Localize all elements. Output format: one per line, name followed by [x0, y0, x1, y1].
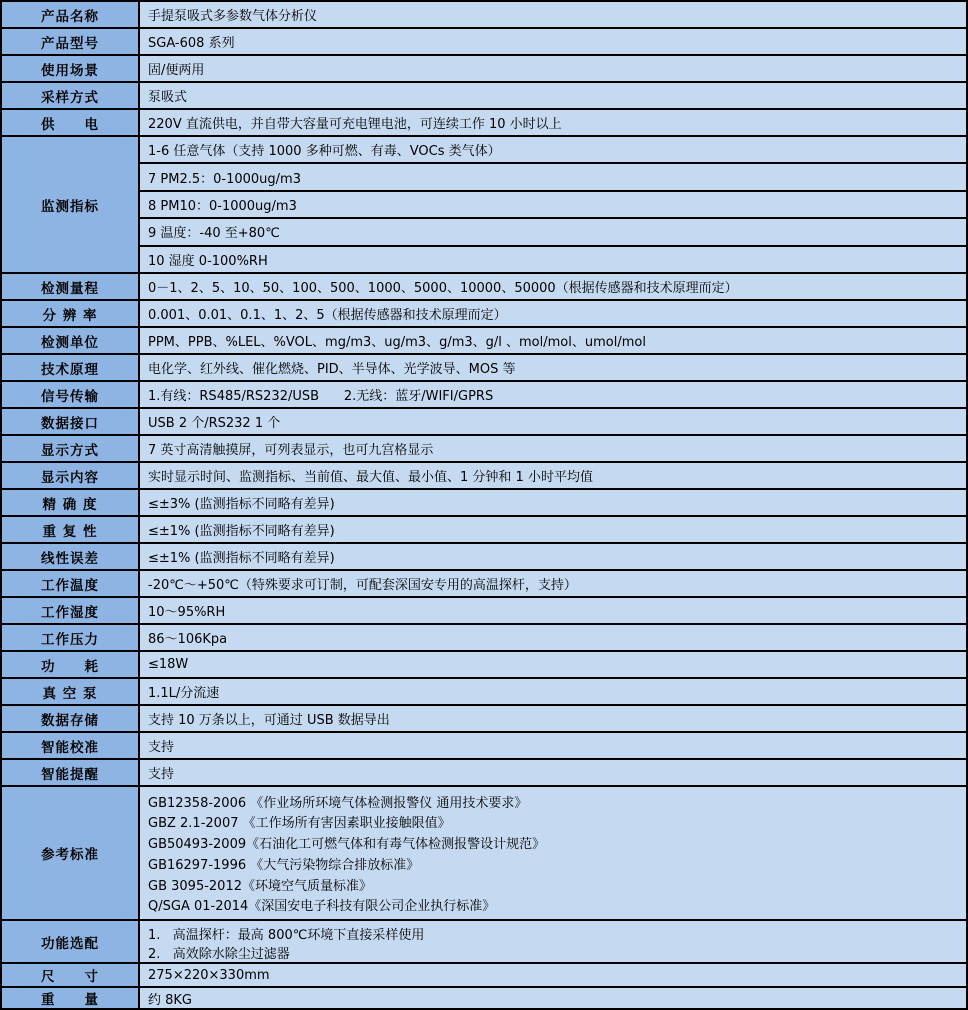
spec-value-data-interface: USB 2 个/RS232 1 个 [140, 409, 966, 434]
spec-row-weight [2, 988, 966, 1008]
spec-label-smart-calibration: 智能校准 [2, 733, 140, 758]
spec-row-signal-transmission [2, 382, 966, 409]
reference-standard-item: GB12358-2006 《作业场所环境气体检测报警仪 通用技术要求》 [148, 795, 528, 811]
spec-label-optional-features: 功能选配 [2, 921, 140, 962]
spec-label-model: 产品型号 [2, 29, 140, 54]
spec-row-usage-scene [2, 56, 966, 83]
spec-label-detection-range: 检测量程 [2, 274, 140, 299]
spec-value-display-content: 实时显示时间、监测指标、当前值、最大值、最小值、1 分钟和 1 小时平均值 [140, 463, 966, 488]
spec-value-dimensions: 275×220×330mm [140, 964, 966, 986]
spec-label-accuracy: 精 确 度 [2, 490, 140, 515]
optional-feature-item: 1. 高温探杆：最高 800℃环境下直接采样使用 [148, 928, 425, 943]
monitoring-indicator-item: 8 PM10：0-1000ug/m3 [140, 192, 966, 219]
spec-label-data-interface: 数据接口 [2, 409, 140, 434]
spec-value-accuracy: ≤±3% (监测指标不同略有差异) [140, 490, 966, 515]
spec-row-vacuum-pump [2, 679, 966, 706]
spec-row-display-content [2, 463, 966, 490]
spec-label-detection-unit: 检测单位 [2, 328, 140, 353]
spec-row-sampling-method [2, 83, 966, 110]
spec-row-monitoring-indicators [2, 137, 966, 274]
spec-row-repeatability [2, 517, 966, 544]
spec-row-data-interface [2, 409, 966, 436]
spec-value-display-mode: 7 英寸高清触摸屏，可列表显示，也可九宫格显示 [140, 436, 966, 461]
spec-label-resolution: 分 辨 率 [2, 301, 140, 326]
spec-row-reference-standards [2, 787, 966, 921]
spec-row-resolution [2, 301, 966, 328]
spec-label-power-consumption: 功 耗 [2, 652, 140, 677]
spec-label-signal-transmission: 信号传输 [2, 382, 140, 407]
spec-label-data-storage: 数据存储 [2, 706, 140, 731]
spec-value-detection-range: 0－1、2、5、10、50、100、500、1000、5000、10000、50000（根据传感器和技术原理而定） [140, 274, 966, 299]
spec-row-display-mode [2, 436, 966, 463]
spec-label-weight: 重 量 [2, 988, 140, 1008]
spec-value-detection-unit: PPM、PPB、%LEL、%VOL、mg/m3、ug/m3、g/m3、g/l 、mol/mol、umol/mol [140, 328, 966, 353]
spec-row-smart-reminder [2, 760, 966, 787]
monitoring-indicator-item: 9 温度：-40 至+80℃ [140, 219, 966, 246]
monitoring-indicator-item: 7 PM2.5：0-1000ug/m3 [140, 164, 966, 191]
spec-value-weight: 约 8KG [140, 988, 966, 1008]
spec-row-linearity-error [2, 544, 966, 571]
spec-label-product-name: 产品名称 [2, 2, 140, 27]
spec-value-technical-principle: 电化学、红外线、催化燃烧、PID、半导体、光学波导、MOS 等 [140, 355, 966, 380]
spec-label-linearity-error: 线性误差 [2, 544, 140, 569]
spec-row-accuracy [2, 490, 966, 517]
spec-row-product-name [2, 2, 966, 29]
spec-value-smart-calibration: 支持 [140, 733, 966, 758]
optional-features-list [140, 921, 966, 962]
spec-label-display-content: 显示内容 [2, 463, 140, 488]
spec-label-power-supply: 供 电 [2, 110, 140, 135]
spec-label-reference-standards: 参考标准 [2, 787, 140, 919]
spec-row-smart-calibration [2, 733, 966, 760]
spec-row-data-storage [2, 706, 966, 733]
spec-value-model: SGA-608 系列 [140, 29, 966, 54]
spec-label-working-pressure: 工作压力 [2, 625, 140, 650]
spec-row-working-pressure [2, 625, 966, 652]
spec-label-technical-principle: 技术原理 [2, 355, 140, 380]
spec-value-power-supply: 220V 直流供电，并自带大容量可充电锂电池，可连续工作 10 小时以上 [140, 110, 966, 135]
spec-label-working-temperature: 工作温度 [2, 571, 140, 596]
spec-label-vacuum-pump: 真 空 泵 [2, 679, 140, 704]
spec-value-usage-scene: 固/便两用 [140, 56, 966, 81]
spec-row-detection-range [2, 274, 966, 301]
monitoring-indicator-item: 10 湿度 0-100%RH [148, 253, 268, 269]
spec-value-data-storage: 支持 10 万条以上，可通过 USB 数据导出 [140, 706, 966, 731]
spec-row-detection-unit [2, 328, 966, 355]
reference-standard-item: GBZ 2.1-2007 《工作场所有害因素职业接触限值》 [148, 816, 451, 832]
spec-value-sampling-method: 泵吸式 [140, 83, 966, 108]
spec-row-optional-features [2, 921, 966, 964]
spec-label-usage-scene: 使用场景 [2, 56, 140, 81]
spec-label-smart-reminder: 智能提醒 [2, 760, 140, 785]
spec-label-display-mode: 显示方式 [2, 436, 140, 461]
reference-standard-item: Q/SGA 01-2014《深国安电子科技有限公司企业执行标准》 [148, 899, 496, 915]
spec-row-working-temperature [2, 571, 966, 598]
spec-row-technical-principle [2, 355, 966, 382]
spec-value-working-humidity: 10～95%RH [140, 598, 966, 623]
spec-label-repeatability: 重 复 性 [2, 517, 140, 542]
spec-value-product-name: 手提泵吸式多参数气体分析仪 [140, 2, 966, 27]
monitoring-indicator-item: 1-6 任意气体（支持 1000 多种可燃、有毒、VOCs 类气体） [140, 137, 966, 164]
spec-value-working-pressure: 86～106Kpa [140, 625, 966, 650]
spec-label-monitoring-indicators: 监测指标 [2, 137, 140, 272]
spec-row-power-supply [2, 110, 966, 137]
reference-standard-item: GB50493-2009《石油化工可燃气体和有毒气体检测报警设计规范》 [148, 837, 546, 853]
spec-row-model [2, 29, 966, 56]
spec-row-dimensions [2, 964, 966, 988]
spec-value-power-consumption: ≤18W [140, 652, 966, 677]
spec-value-signal-transmission: 1.有线：RS485/RS232/USB 2.无线：蓝牙/WIFI/GPRS [140, 382, 966, 407]
monitoring-indicators-list [140, 137, 966, 272]
spec-label-dimensions: 尺 寸 [2, 964, 140, 986]
spec-value-working-temperature: -20℃～+50℃（特殊要求可订制，可配套深国安专用的高温探杆，支持） [140, 571, 966, 596]
reference-standard-item: GB 3095-2012《环境空气质量标准》 [148, 878, 372, 894]
spec-label-working-humidity: 工作湿度 [2, 598, 140, 623]
reference-standards-list [140, 787, 966, 919]
spec-row-power-consumption [2, 652, 966, 679]
optional-feature-item: 2. 高效除水除尘过滤器 [148, 947, 290, 962]
spec-label-sampling-method: 采样方式 [2, 83, 140, 108]
spec-row-working-humidity [2, 598, 966, 625]
spec-value-vacuum-pump: 1.1L/分流速 [140, 679, 966, 704]
reference-standard-item: GB16297-1996 《大气污染物综合排放标准》 [148, 857, 420, 873]
spec-value-repeatability: ≤±1% (监测指标不同略有差异) [140, 517, 966, 542]
spec-value-linearity-error: ≤±1% (监测指标不同略有差异) [140, 544, 966, 569]
spec-value-smart-reminder: 支持 [140, 760, 966, 785]
spec-value-resolution: 0.001、0.01、0.1、1、2、5（根据传感器和技术原理而定） [140, 301, 966, 326]
